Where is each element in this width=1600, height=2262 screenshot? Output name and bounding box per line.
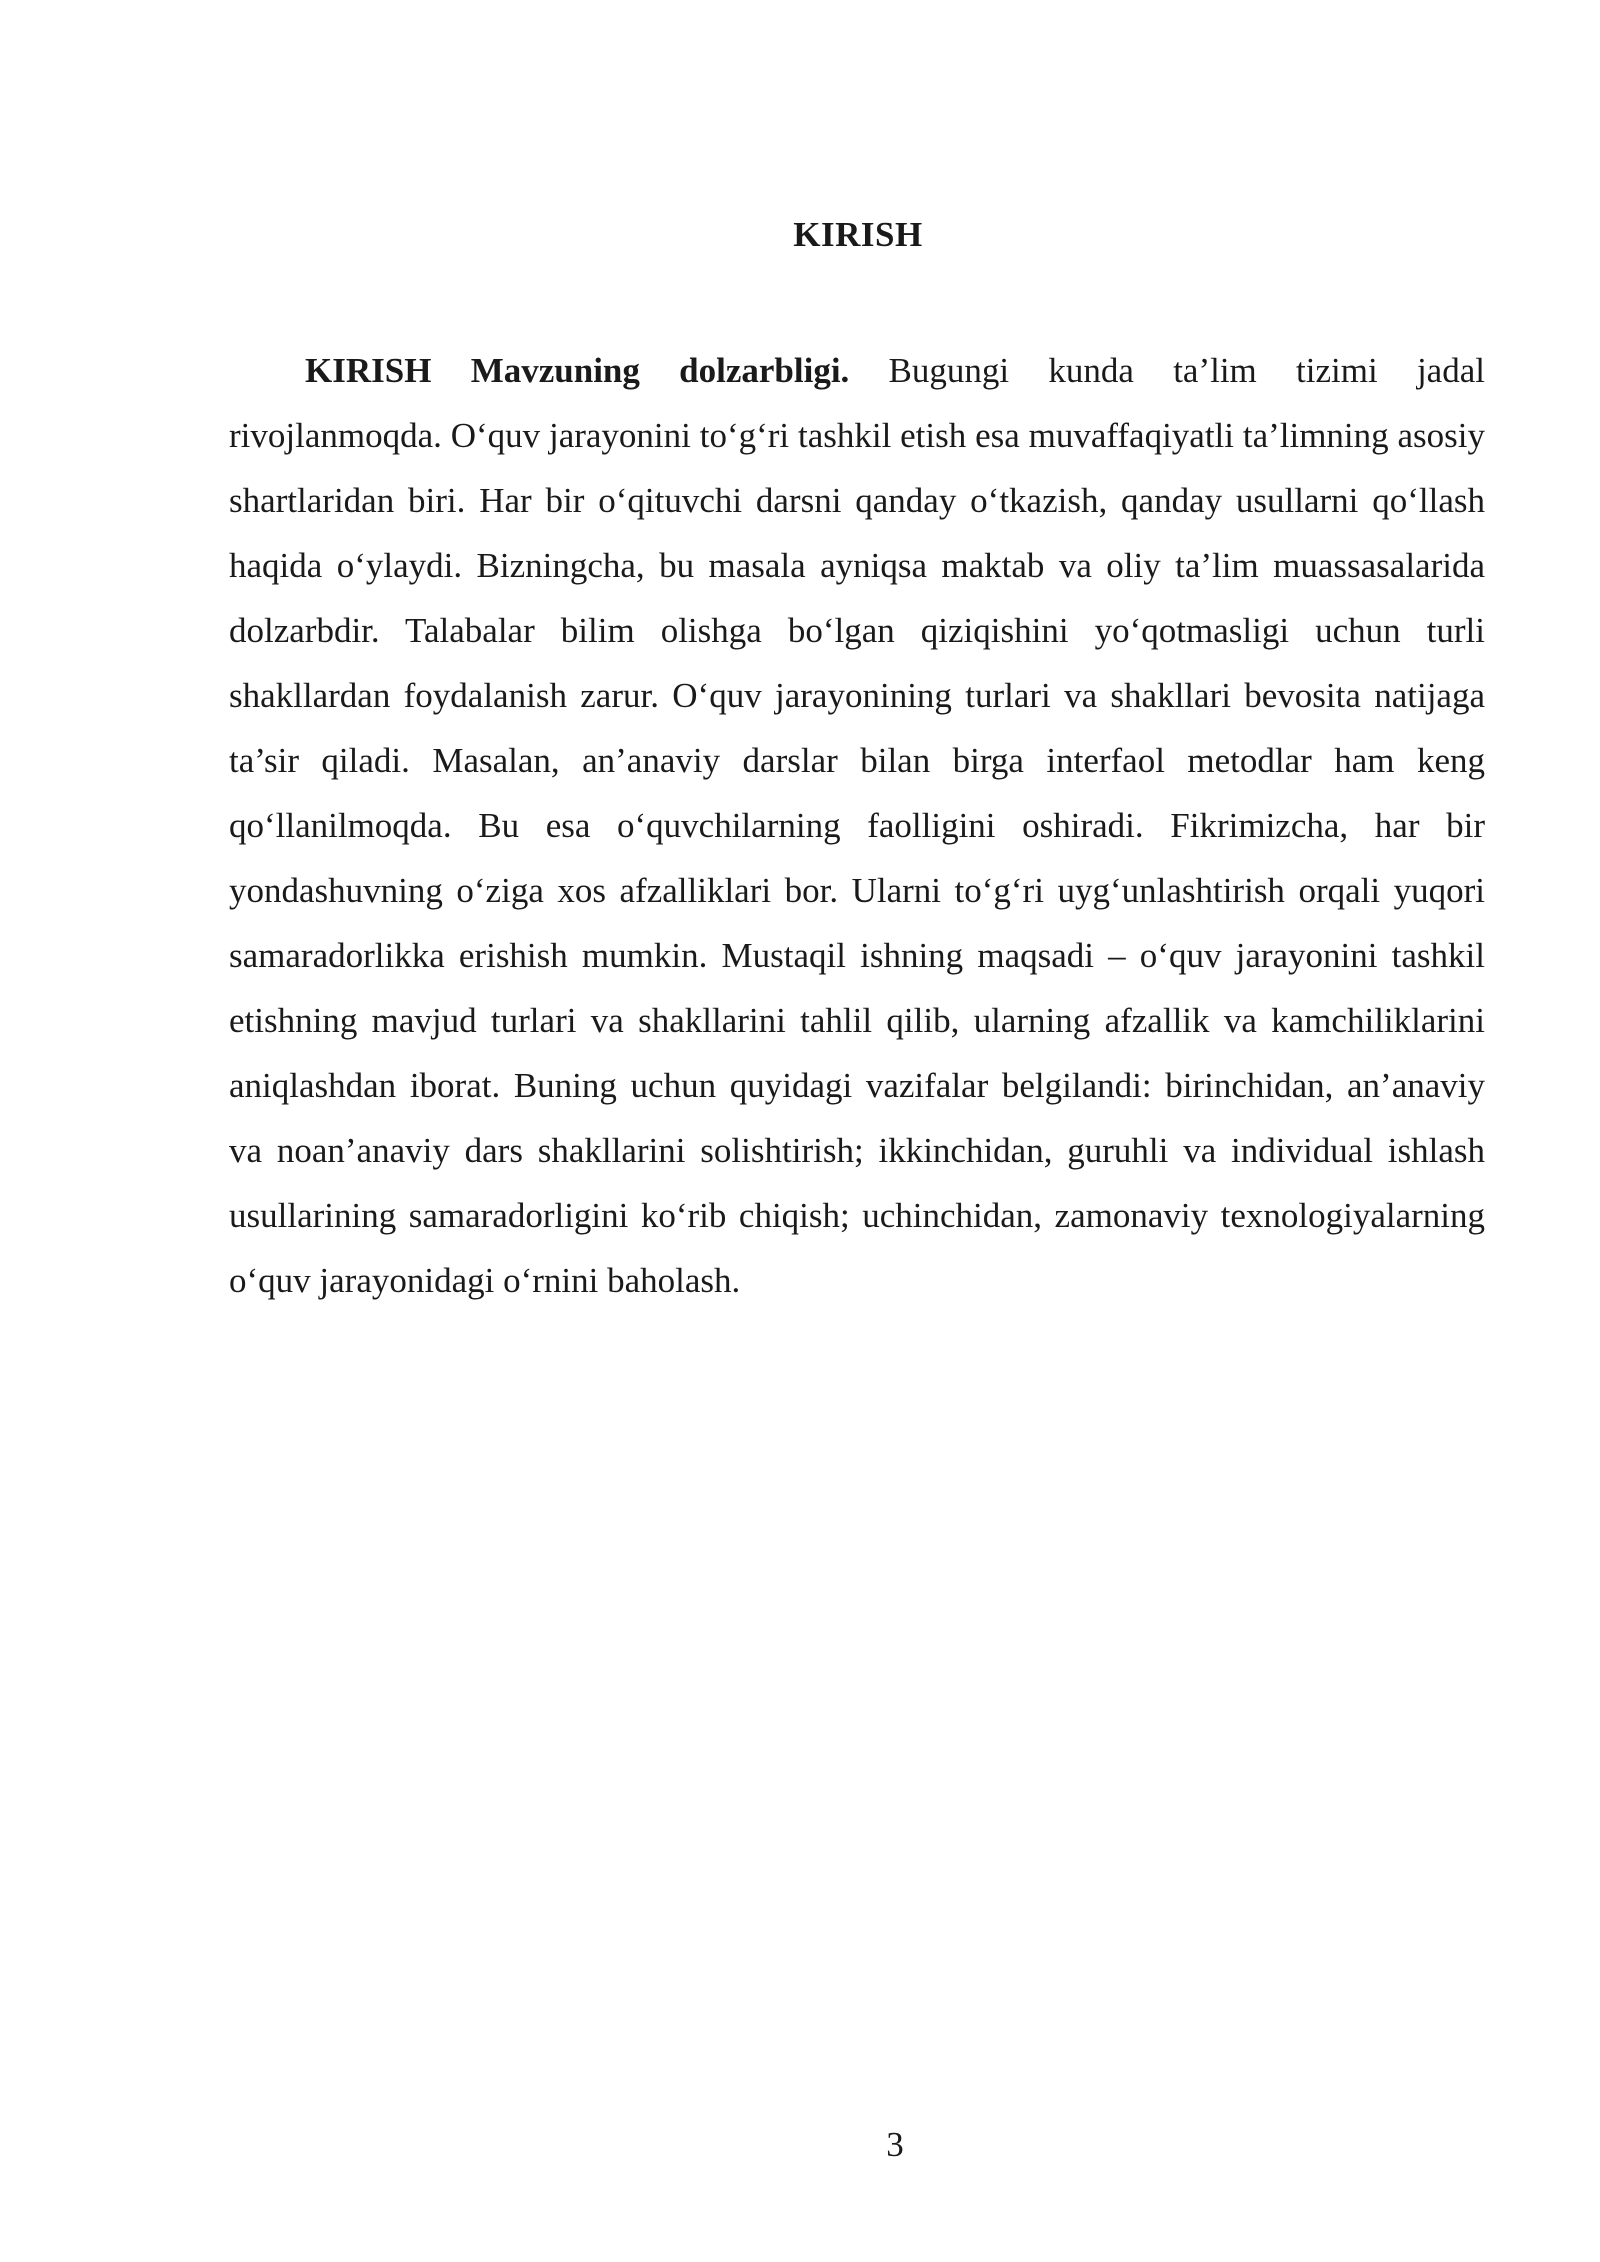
page-number: 3 [886, 2125, 904, 2164]
intro-paragraph [229, 338, 1485, 1313]
paragraph-text: Bugungi kunda ta’lim tizimi jadal rivojlanmoqda. O‘quv jarayonini to‘g‘ri tashkil etish esa muvaffaqiyatli ta’limning asosiy shartlaridan biri. Har bir o‘qituvchi darsni qanday o‘tkazish, qanday usullarni qo‘llash haqida o‘ylaydi. Bizningcha, bu masala ayniqsa maktab va oliy ta’lim muassasalarida dolzarbdir. Talabalar bilim olishga bo‘lgan qiziqishini yo‘qotmasligi uchun turli shakllardan foydalanish zarur. O‘quv jarayonining turlari va shakllari bevosita natijaga ta’sir qiladi. Masalan, an’anaviy darslar bilan birga interfaol metodlar ham keng qo‘llanilmoqda. Bu esa o‘quvchilarning faolligini oshiradi. Fikrimizcha, har bir yondashuvning o‘ziga xos afzalliklari bor. Ularni to‘g‘ri uyg‘unlashtirish orqali yuqori samaradorlikka erishish mumkin. Mustaqil ishning maqsadi – o‘quv jarayonini tashkil etishning mavjud turlari va shakllarini tahlil qilib, ularning afzallik va kamchiliklarini aniqlashdan iborat. Buning uchun quyidagi vazifalar belgilandi: birinchidan, an’anaviy va noan’anaviy dars shakllarini solishtirish; ikkinchidan, guruhli va individual ishlash usullarining samaradorligini ko‘rib chiqish; uchinchidan, zamonaviy texnologiyalarning o‘quv jarayonidagi o‘rnini baholash. [229, 351, 1485, 1300]
paragraph-lead: KIRISH Mavzuning dolzarbligi. [305, 351, 850, 390]
page-title: KIRISH [793, 215, 923, 254]
